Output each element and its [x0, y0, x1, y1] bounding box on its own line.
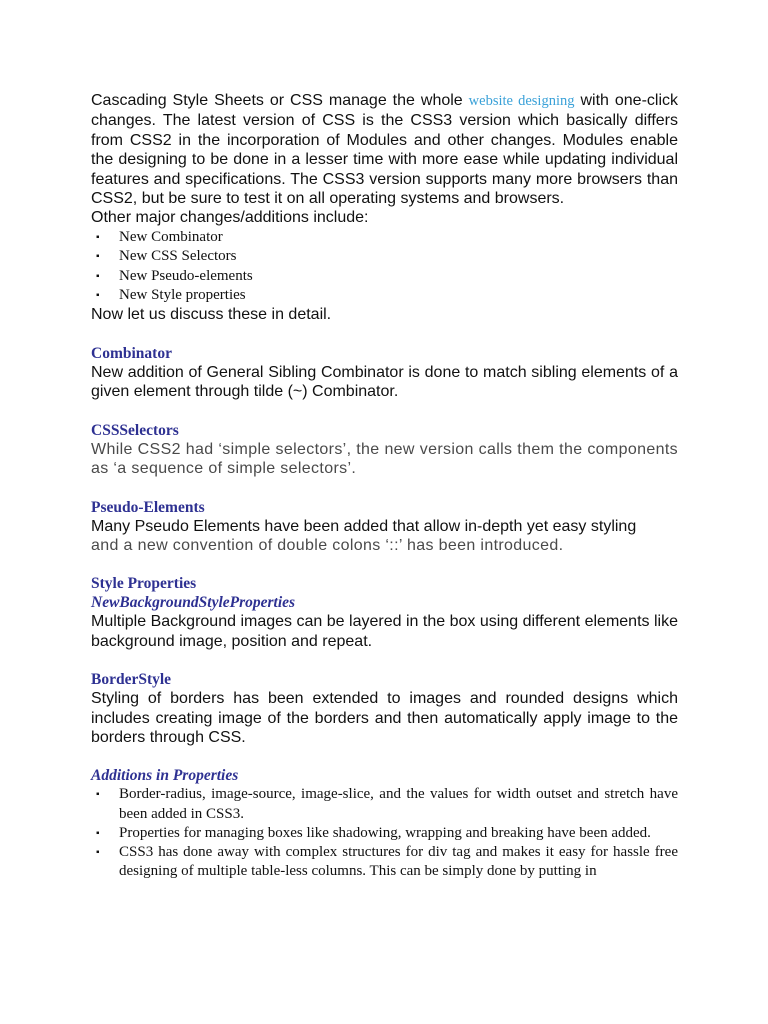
list-item: ▪ New Combinator [91, 228, 678, 247]
additions-list [91, 785, 678, 881]
list-item: ▪ Border-radius, image-source, image-slice, and the values for width outset and stretch have been added in CSS3. [96, 786, 678, 822]
changes-list [91, 228, 678, 306]
intro-paragraph [91, 91, 678, 208]
bullet-icon: ▪ [96, 789, 100, 801]
list-item: ▪ New Style properties [91, 286, 678, 305]
bullet-icon: ▪ [96, 290, 100, 302]
intro-text-start: Cascading Style Sheets or CSS manage the whole [91, 92, 463, 109]
list-item: ▪ New Pseudo-elements [91, 267, 678, 286]
selectors-text: While CSS2 had ‘simple selectors’, the new version calls them the components as ‘a sequence of simple selectors’. [91, 440, 678, 478]
combinator-heading: Combinator [91, 344, 172, 362]
list-item: ▪ CSS3 has done away with complex structures for div tag and makes it easy for hassle free designing of multiple table-less columns. This can be simply done by putting in [96, 843, 678, 880]
bullet-icon: ▪ [96, 270, 100, 282]
other-changes-text: Other major changes/additions include: [91, 209, 369, 227]
pseudo-text-b: and a new convention of double colons ‘::’ has been introduced. [91, 536, 564, 554]
pseudo-heading: Pseudo-Elements [91, 498, 205, 516]
pseudo-text-a: Many Pseudo Elements have been added that allow in-depth yet easy styling [91, 517, 637, 535]
border-style-heading: BorderStyle [91, 671, 172, 689]
selectors-heading: CSSSelectors [91, 421, 179, 439]
discuss-text: Now let us discuss these in detail. [91, 306, 332, 324]
additions-heading: Additions in Properties [91, 767, 239, 785]
bullet-icon: ▪ [96, 846, 100, 858]
intro-text-end: with one-click changes. The latest version of CSS is the CSS3 version which basically differs from CSS2 in the incorporation of Modules and other changes. Modules enable the designing to be done in a lesser time with more ease while updating individual features and specifications. The CSS3 version supports many more browsers than CSS2, but be sure to test it on all operating systems and browsers. [91, 92, 679, 208]
list-item: ▪ New CSS Selectors [91, 247, 678, 266]
bullet-icon: ▪ [96, 827, 100, 839]
website-designing-link[interactable]: website designing [468, 93, 575, 109]
bullet-icon: ▪ [96, 251, 100, 263]
style-properties-heading: Style Properties [91, 575, 197, 593]
background-properties-subheading: NewBackgroundStyleProperties [91, 594, 296, 612]
list-item: ▪ Properties for managing boxes like shadowing, wrapping and breaking have been added. [91, 824, 678, 843]
background-properties-text: Multiple Background images can be layered in the box using different elements like background image, position and repeat. [91, 613, 678, 650]
document-page [91, 91, 678, 881]
combinator-text: New addition of General Sibling Combinator is done to match sibling elements of a given element through tilde (~) Combinator. [91, 363, 678, 401]
border-style-text: Styling of borders has been extended to images and rounded designs which includes creating image of the borders and then automatically apply image to the borders through CSS. [91, 690, 678, 746]
bullet-icon: ▪ [96, 231, 100, 243]
